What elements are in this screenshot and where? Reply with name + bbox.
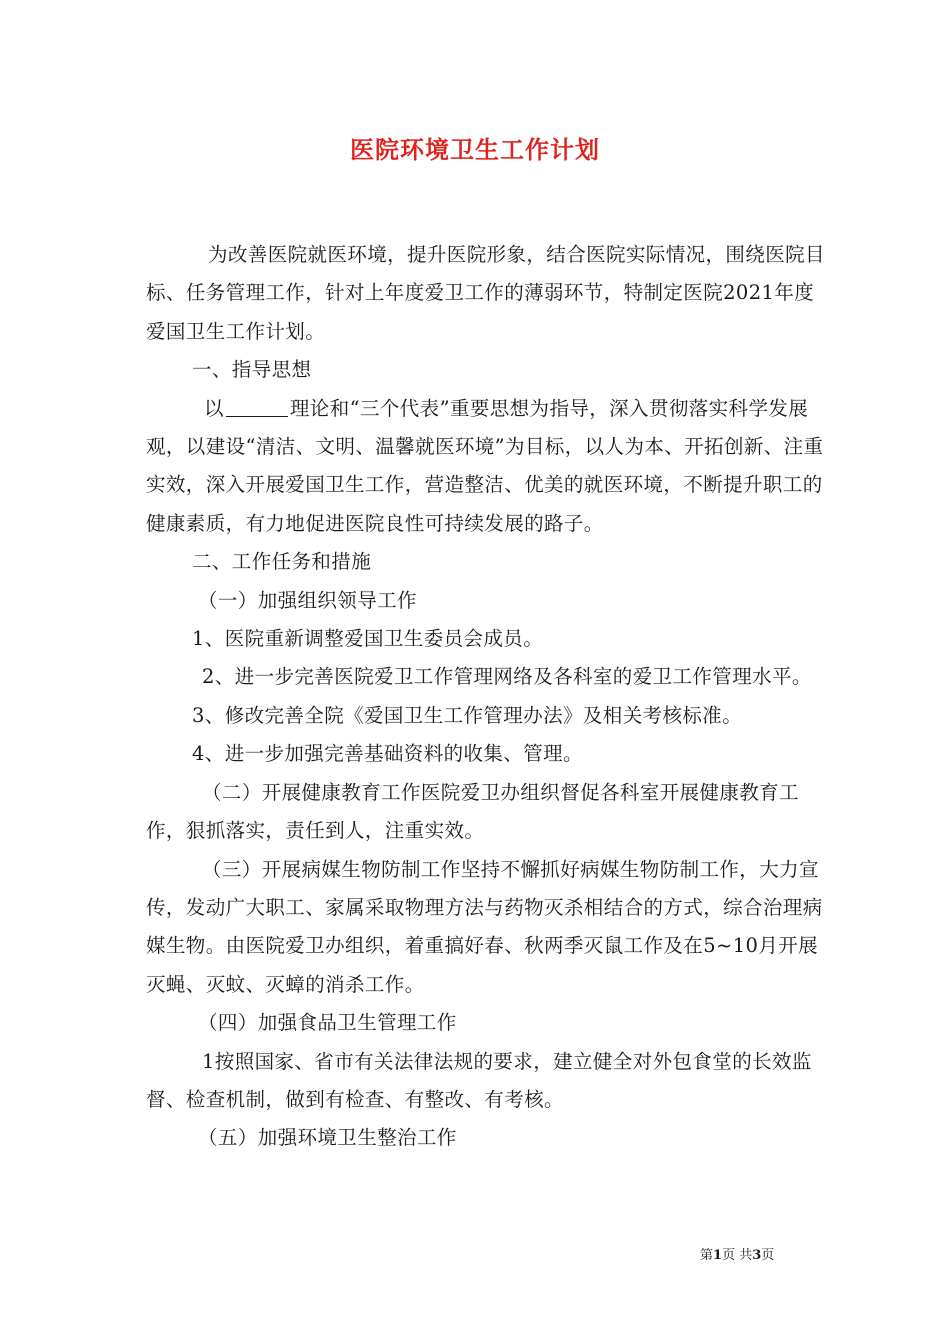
guiding-thought-paragraph	[146, 390, 826, 544]
list-item-3: 3、修改完善全院《爱国卫生工作管理办法》及相关考核标准。	[192, 703, 743, 727]
list-item-1: 1、医院重新调整爱国卫生委员会成员。	[192, 627, 544, 651]
heading-tasks-measures: 二、工作任务和措施	[192, 550, 372, 574]
guiding-text-start: 以	[204, 396, 224, 420]
fill-in-blank	[226, 396, 288, 417]
intro-paragraph: 为改善医院就医环境，提升医院形象，结合医院实际情况，围绕医院目标、任务管理工作，针对上年度爱卫工作的薄弱环节，特制定医院2021年度爱国卫生工作计划。	[146, 243, 825, 343]
document-body	[146, 236, 826, 1158]
heading-guiding-thought: 一、指导思想	[192, 358, 312, 382]
document-title: 医院环境卫生工作计划	[350, 135, 600, 164]
section-health-education: （二）开展健康教育工作医院爱卫办组织督促各科室开展健康教育工作，狠抓落实，责任到人，注重实效。	[146, 780, 800, 843]
guiding-text-rest: 理论和“三个代表”重要思想为指导，深入贯彻落实科学发展观，以建设“清洁、文明、温馨就医环境”为目标，以人为本、开拓创新、注重实效，深入开展爱国卫生工作，营造整洁、优美的就医环境，不断提升职工的健康素质，有力地促进医院良性可持续发展的路子。	[146, 396, 824, 535]
list-item-4: 4、进一步加强完善基础资料的收集、管理。	[192, 742, 583, 766]
food-hygiene-item-1: 1按照国家、省市有关法律法规的要求，建立健全对外包食堂的长效监督、检查机制，做到有检查、有整改、有考核。	[146, 1049, 812, 1111]
section-org-leadership: （一）加强组织领导工作	[198, 588, 417, 612]
section-vector-control: （三）开展病媒生物防制工作坚持不懈抓好病媒生物防制工作，大力宣传，发动广大职工、家属采取物理方法与药物灭杀相结合的方式，综合治理病媒生物。由医院爱卫办组织，着重搞好春、秋两季灭鼠工作及在5~10月开展灭蝇、灭蚊、灭蟑的消杀工作。	[146, 857, 823, 996]
page-number-footer: 第1页 共3页	[700, 1248, 775, 1263]
list-item-2: 2、进一步完善医院爱卫工作管理网络及各科室的爱卫工作管理水平。	[202, 665, 812, 689]
current-page: 1	[713, 1248, 723, 1263]
total-pages: 3	[752, 1248, 762, 1263]
section-food-hygiene: （四）加强食品卫生管理工作	[198, 1011, 457, 1035]
section-environment: （五）加强环境卫生整治工作	[198, 1126, 457, 1150]
